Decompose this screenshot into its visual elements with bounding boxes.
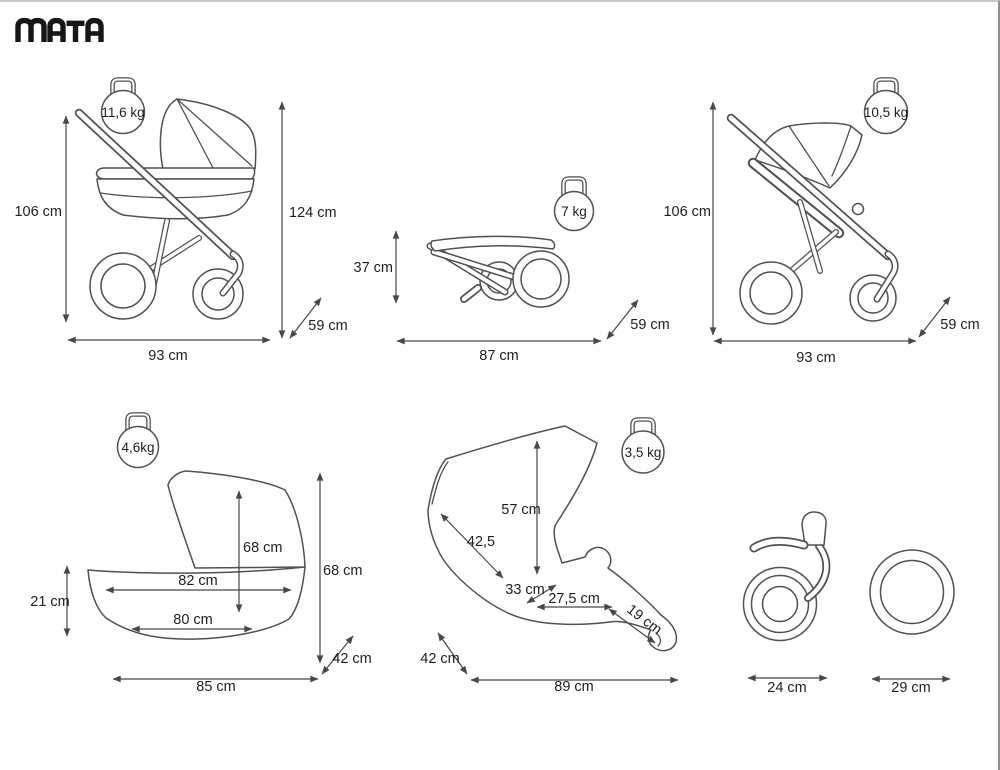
seat-backrest-length-label: 42,5: [466, 534, 496, 550]
pram-height-label: 106 cm: [14, 204, 62, 220]
pram-length-label: 93 cm: [148, 348, 188, 364]
pushchair-length-label: 93 cm: [796, 350, 836, 366]
figure-wheels: [744, 512, 955, 696]
seat-depth-label: 33 cm: [505, 582, 545, 598]
swivel-cap: [802, 512, 826, 545]
logo-letter-m: [18, 21, 44, 42]
carrycot-overall-height-label: 68 cm: [323, 563, 363, 579]
carrycot-base-length-label: 80 cm: [173, 612, 213, 628]
rear-wheel-diameter-label: 29 cm: [891, 680, 931, 696]
seat-overall-length-label: 89 cm: [554, 679, 594, 695]
pram-weight-label: 11,6 kg: [101, 105, 145, 120]
front-swivel-wheel-drawing: [744, 512, 827, 641]
carrycot-weight-label: 4,6kg: [121, 440, 155, 455]
figure-folded-chassis: [354, 179, 670, 365]
seat-width-label: 42 cm: [420, 651, 460, 667]
carrycot-upper-length-label: 82 cm: [178, 573, 218, 589]
recline-knob: [853, 204, 864, 215]
seat-backrest-height-label: 57 cm: [501, 502, 541, 518]
folded-length-label: 87 cm: [479, 348, 519, 364]
carrycot-width-label: 42 cm: [332, 651, 372, 667]
pushchair-width-label: 59 cm: [940, 317, 980, 333]
seat-length-label: 27,5 cm: [548, 591, 600, 607]
weight-kettlebell-icon: [864, 80, 908, 134]
folded-height-label: 37 cm: [353, 260, 393, 276]
figure-pushchair: [663, 80, 979, 367]
swivel-arm: [754, 541, 804, 548]
folded-width-label: 59 cm: [630, 317, 670, 333]
seat-legrest-label: 19 cm: [623, 601, 665, 639]
folded-weight-label: 7 kg: [561, 204, 587, 219]
folded-tubes: [430, 246, 517, 299]
weight-kettlebell-icon: [118, 415, 159, 468]
figure-carrycot: [30, 415, 372, 696]
carrycot-shell-height-label: 21 cm: [30, 594, 70, 610]
folded-slab: [431, 236, 555, 251]
big-wheel-rim: [521, 259, 561, 299]
rear-wheel-drawing: [870, 550, 954, 634]
seat-weight-label: 3,5 kg: [624, 445, 662, 460]
rear-wheel-rim: [881, 561, 944, 624]
pushchair-drawing: [731, 118, 896, 324]
logo-letter-t: [67, 23, 85, 42]
front-wheel-hub: [763, 587, 798, 622]
pram-drawing: [79, 99, 256, 319]
pram-handle-height-label: 124 cm: [289, 205, 337, 221]
front-wheel-rim: [750, 272, 792, 314]
figure-pram-with-carrycot: [14, 80, 347, 365]
pushchair-weight-label: 10,5 kg: [863, 105, 909, 120]
pram-width-label: 59 cm: [308, 318, 348, 334]
weight-kettlebell-icon: [555, 179, 594, 231]
dimension-diagram: [0, 2, 996, 768]
carrycot-hood-height-label: 68 cm: [243, 540, 283, 556]
folded-drawing: [430, 236, 569, 307]
weight-kettlebell-icon: [622, 420, 664, 474]
front-wheel-diameter-label: 24 cm: [767, 680, 807, 696]
brand-logo: [18, 21, 101, 42]
pushchair-height-label: 106 cm: [663, 204, 711, 220]
carrycot-rim: [97, 168, 255, 179]
front-wheel-rim: [101, 264, 145, 308]
carrycot-overall-length-label: 85 cm: [196, 679, 236, 695]
carrycot-hood: [168, 471, 305, 568]
figure-seat-unit: [420, 420, 678, 696]
weight-kettlebell-icon: [101, 80, 144, 134]
